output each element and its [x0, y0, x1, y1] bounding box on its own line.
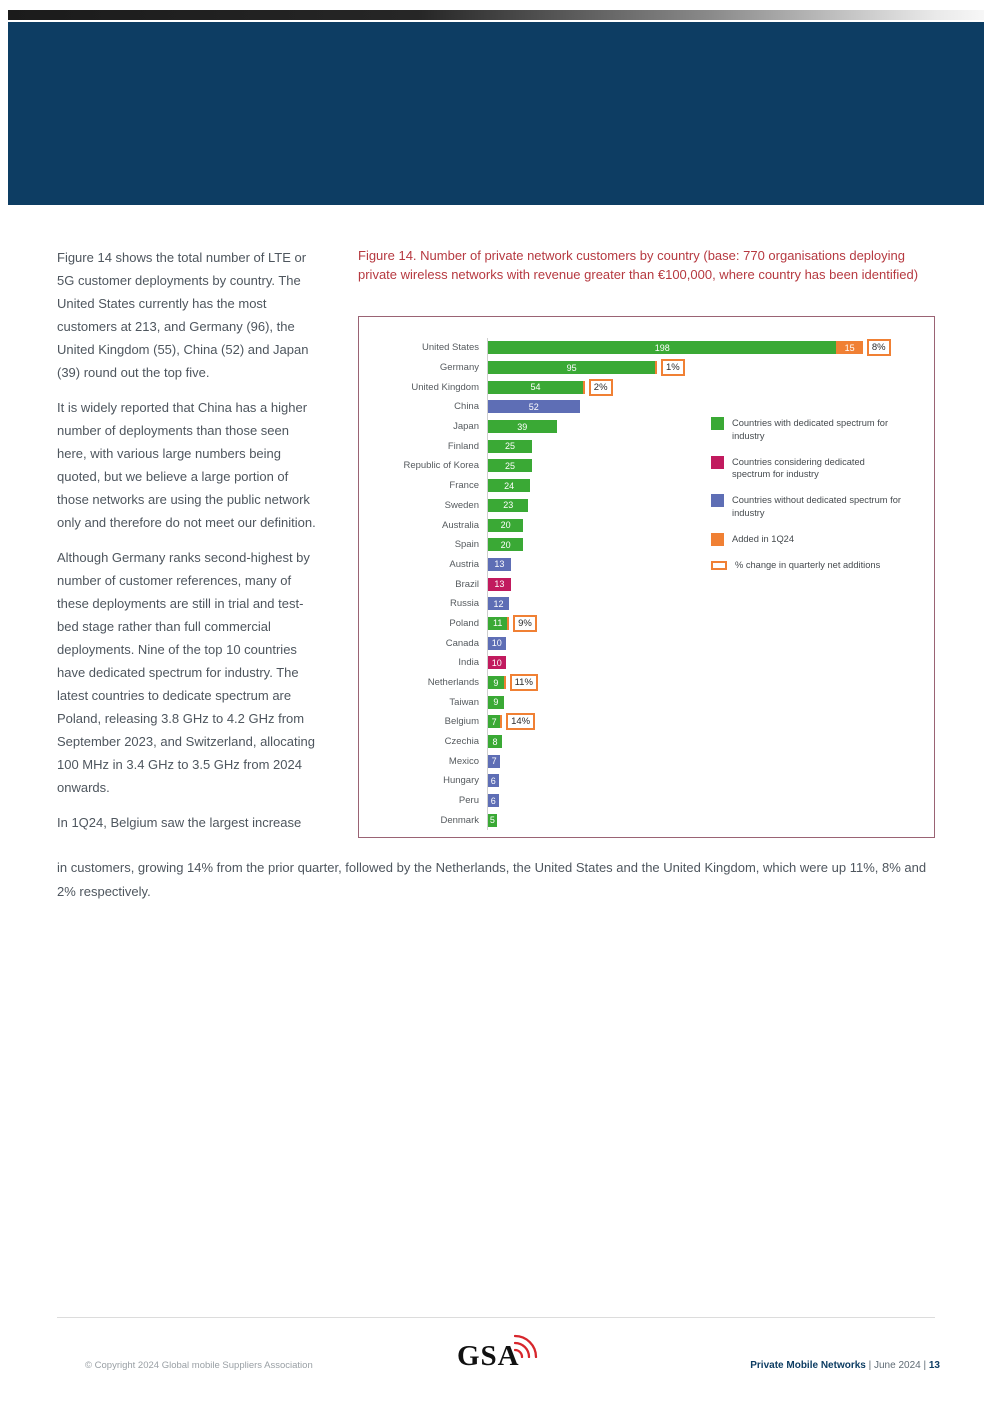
- bar-segment: [488, 656, 506, 669]
- chart-row: [371, 633, 926, 653]
- legend-item: [711, 494, 929, 520]
- country-label: Mexico: [448, 755, 479, 767]
- bar-track: [487, 771, 926, 791]
- bar-track: [487, 751, 926, 771]
- country-label: Denmark: [440, 814, 479, 826]
- bar-segment: [488, 361, 655, 374]
- bar-segment: [488, 597, 509, 610]
- bar-segment: [488, 794, 499, 807]
- bar-segment: [488, 637, 506, 650]
- bar-segment: [488, 420, 557, 433]
- chart-row: [371, 811, 926, 831]
- pct-change-badge: 14%: [506, 713, 535, 730]
- bar-track: [487, 653, 926, 673]
- pct-change-badge: 9%: [513, 615, 537, 632]
- bar-value-label: 13: [494, 559, 505, 570]
- country-label: France: [449, 480, 479, 492]
- gsa-logo: [457, 1340, 543, 1380]
- bar-track: [487, 811, 926, 831]
- country-label: Canada: [445, 637, 479, 649]
- country-label: Australia: [442, 519, 479, 531]
- chart-row: [371, 771, 926, 791]
- bar-value-label: 7: [491, 756, 497, 767]
- legend-swatch-without-icon: [711, 494, 724, 507]
- bar-track: [487, 712, 926, 732]
- bar-segment: [488, 499, 528, 512]
- bar-value-label: 12: [493, 598, 504, 609]
- bar-value-label: 198: [654, 342, 670, 353]
- bar-value-label: 10: [491, 657, 502, 668]
- bar-segment: [488, 558, 511, 571]
- bar-value-label: 9: [493, 697, 499, 708]
- bar-track: [487, 791, 926, 811]
- chart-row: [371, 397, 926, 417]
- paragraph: It is widely reported that China has a higher number of deployments than those seen here, with various large numbers being quoted, but we believe a large portion of those networks are using the public network only and therefore do not meet our definition.: [57, 400, 316, 530]
- bar-value-label: 11: [493, 618, 503, 629]
- country-label: China: [454, 401, 479, 413]
- country-label: Belgium: [444, 716, 479, 728]
- country-label: Netherlands: [427, 677, 479, 689]
- country-label: Poland: [449, 617, 479, 629]
- paragraph: Figure 14 shows the total number of LTE or 5G customer deployments by country. The United States currently has the most customers at 213, and Germany (96), the United Kingdom (55), China (52) and Japan (39) round out the top five.: [57, 250, 309, 380]
- legend-swatch-pct-outline-icon: [711, 561, 727, 570]
- bar-value-label: 20: [500, 520, 511, 531]
- bar-track: [487, 397, 926, 417]
- country-label: Germany: [439, 362, 479, 374]
- figure-14-chart: [358, 316, 935, 838]
- bar-segment: [488, 459, 532, 472]
- chart-row: [371, 358, 926, 378]
- footer-pagination: [750, 1360, 940, 1371]
- legend-item: [711, 417, 929, 443]
- country-label: United Kingdom: [411, 381, 479, 393]
- legend-label: % change in quarterly net additions: [735, 559, 881, 570]
- chart-row: [371, 594, 926, 614]
- chart-row: [371, 614, 926, 634]
- pct-change-badge: 2%: [589, 379, 613, 396]
- bar-segment: [488, 341, 836, 354]
- chart-legend: [711, 417, 929, 585]
- bar-track: [487, 338, 926, 358]
- legend-swatch-dedicated-icon: [711, 417, 724, 430]
- body-text-column: [57, 246, 319, 846]
- legend-item: [711, 456, 929, 482]
- legend-swatch-added-icon: [711, 533, 724, 546]
- bar-segment: [488, 519, 523, 532]
- country-label: Japan: [453, 421, 479, 433]
- bar-value-label: 25: [504, 460, 515, 471]
- country-label: Peru: [458, 795, 479, 807]
- bar-value-label: 6: [490, 775, 496, 786]
- header-banner: [8, 22, 984, 205]
- bar-track: [487, 377, 926, 397]
- bar-segment: [488, 774, 499, 787]
- bar-value-label: 95: [566, 362, 577, 373]
- bar-value-label: 52: [528, 401, 539, 412]
- bar-value-label: 25: [504, 441, 515, 452]
- bar-track: [487, 594, 926, 614]
- country-label: Sweden: [444, 499, 479, 511]
- bar-track: [487, 633, 926, 653]
- bar-value-label: 6: [490, 795, 496, 806]
- bar-track: [487, 732, 926, 752]
- chart-row: [371, 653, 926, 673]
- legend-swatch-considering-icon: [711, 456, 724, 469]
- chart-row: [371, 712, 926, 732]
- bar-value-label: 54: [530, 382, 541, 393]
- chart-row: [371, 751, 926, 771]
- bar-segment: [488, 696, 504, 709]
- bar-track: [487, 358, 926, 378]
- country-label: India: [458, 657, 479, 669]
- bar-value-label: 39: [517, 421, 528, 432]
- legend-label: Countries considering dedicated spectrum for industry: [732, 456, 865, 480]
- bar-segment-added: [507, 617, 509, 630]
- footer-date: | June 2024 |: [865, 1360, 929, 1371]
- bar-segment: [488, 400, 580, 413]
- bar-value-label: 10: [491, 638, 502, 649]
- bar-segment-added: [500, 715, 502, 728]
- footer-divider: [57, 1317, 935, 1318]
- bar-value-label: 7: [491, 716, 497, 727]
- top-gradient-bar: [8, 10, 984, 20]
- footer-page-number: 13: [928, 1360, 940, 1371]
- country-label: Republic of Korea: [403, 460, 479, 472]
- chart-row: [371, 732, 926, 752]
- chart-row: [371, 377, 926, 397]
- legend-label: Countries without dedicated spectrum for industry: [732, 495, 901, 518]
- country-label: Brazil: [455, 578, 479, 590]
- bar-value-label: 24: [504, 480, 515, 491]
- paragraph: In 1Q24, Belgium saw the largest increase: [57, 815, 302, 830]
- pct-change-badge: 1%: [661, 359, 685, 376]
- country-label: Austria: [449, 558, 479, 570]
- bar-segment: [488, 715, 500, 728]
- bar-segment: [488, 755, 500, 768]
- country-label: Taiwan: [449, 696, 479, 708]
- bar-value-label: 20: [500, 539, 511, 550]
- chart-row: [371, 791, 926, 811]
- bar-value-label: 23: [503, 500, 514, 511]
- gsa-logo-text: GSA: [457, 1340, 520, 1372]
- bar-segment: [488, 617, 507, 630]
- bar-value-label: 15: [844, 342, 855, 353]
- bar-segment: [488, 479, 530, 492]
- country-label: Czechia: [444, 736, 479, 748]
- bar-value-label: 5: [489, 815, 495, 826]
- legend-label: Countries with dedicated spectrum for industry: [732, 418, 889, 441]
- country-label: Spain: [454, 539, 479, 551]
- bar-value-label: 8: [492, 736, 498, 747]
- country-label: Finland: [447, 440, 479, 452]
- figure-caption: Figure 14. Number of private network customers by country (base: 770 organisations deploying private wireless networks with revenue greater than €100,000, where country has been identified): [358, 248, 919, 282]
- footer-copyright: © Copyright 2024 Global mobile Suppliers Association: [85, 1360, 313, 1371]
- bar-track: [487, 673, 926, 693]
- chart-row: [371, 673, 926, 693]
- bar-segment-added: [655, 361, 657, 374]
- bar-segment-added: [583, 381, 585, 394]
- legend-item: [711, 533, 929, 546]
- legend-item: [711, 559, 929, 572]
- bar-segment-added: [836, 341, 862, 354]
- bar-segment: [488, 676, 504, 689]
- bar-value-label: 13: [494, 579, 505, 590]
- bar-segment: [488, 735, 502, 748]
- bar-segment: [488, 381, 583, 394]
- bar-segment: [488, 440, 532, 453]
- chart-row: [371, 338, 926, 358]
- paragraph: Although Germany ranks second-highest by number of customer references, many of these deployments are still in trial and test-bed stage rather than full commercial deployments. Nine of the top 10 countries have dedicated spectrum for industry. The latest countries to dedicate spectrum are Poland, releasing 3.8 GHz to 4.2 GHz from September 2023, and Switzerland, allocating 100 MHz in 3.4 GHz to 3.5 GHz from 2024 onwards.: [57, 550, 315, 795]
- country-label: United States: [421, 342, 479, 354]
- bar-segment: [488, 538, 523, 551]
- country-label: Hungary: [443, 775, 479, 787]
- bar-segment: [488, 578, 511, 591]
- country-label: Russia: [449, 598, 479, 610]
- bar-segment: [488, 814, 497, 827]
- paragraph-continuation: in customers, growing 14% from the prior quarter, followed by the Netherlands, the United States and the United Kingdom, which were up 11%, 8% and 2% respectively.: [57, 860, 927, 899]
- bar-segment-added: [504, 676, 506, 689]
- bar-track: [487, 692, 926, 712]
- legend-label: Added in 1Q24: [732, 533, 795, 544]
- pct-change-badge: 8%: [867, 339, 891, 356]
- bar-value-label: 9: [493, 677, 499, 688]
- chart-row: [371, 692, 926, 712]
- gsa-signal-arcs-icon: [514, 1334, 538, 1358]
- pct-change-badge: 11%: [510, 674, 538, 691]
- bar-track: [487, 614, 926, 634]
- footer-doc-title: Private Mobile Networks: [750, 1360, 866, 1371]
